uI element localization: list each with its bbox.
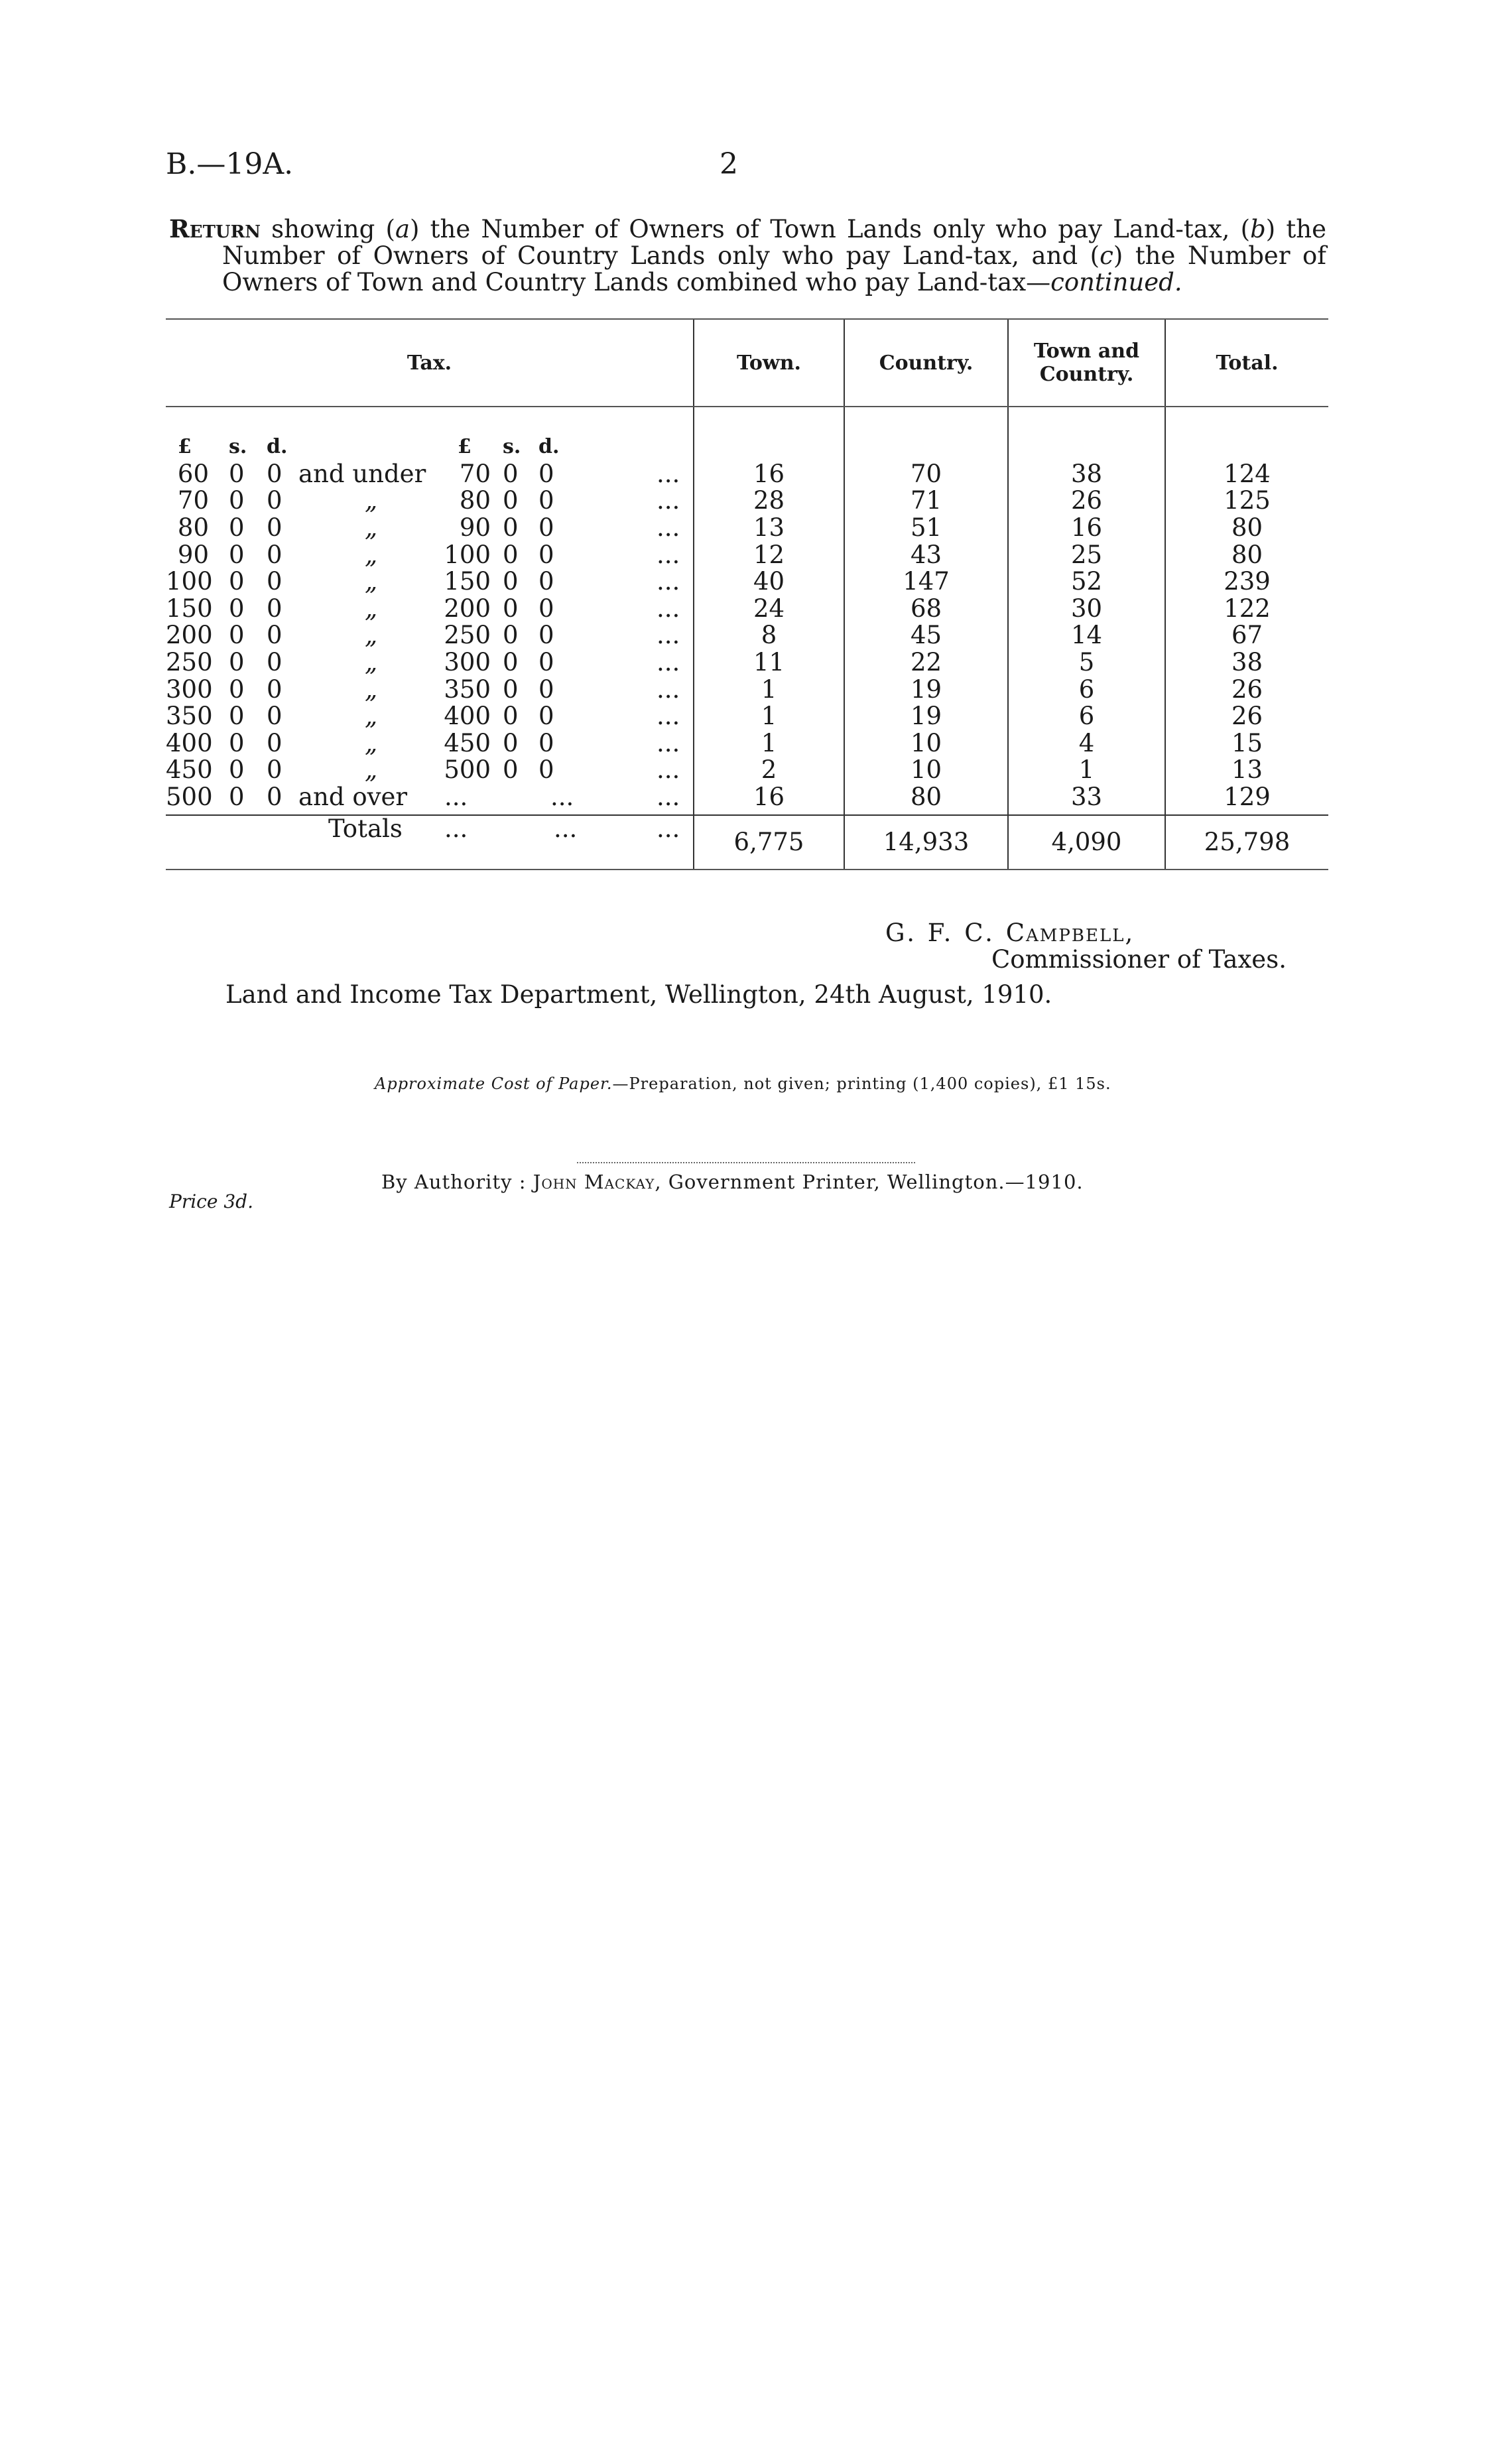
tax-d2: ... — [550, 783, 574, 812]
table-row — [166, 649, 1328, 677]
table-caption: Return showing (a) the Number of Owners of Town Lands only who pay Land-tax, (b) the Number of Owners of Country Lands only who pay Land-tax, and (c) the Number of Owners of Town and Country Lands combined who pay Land-tax—continued. — [169, 214, 1327, 296]
cell-both: 6 — [1008, 703, 1165, 730]
cell-country: 70 — [844, 461, 1008, 488]
cell-total: 125 — [1165, 487, 1328, 515]
tax-s: 0 — [229, 648, 245, 677]
reference-suffix: A — [263, 147, 284, 181]
tax-rel: „ — [365, 728, 378, 757]
caption-continued: continued. — [1050, 268, 1182, 296]
cell-both: 25 — [1008, 541, 1165, 568]
cell-total: 38 — [1165, 649, 1328, 677]
cell-town: 16 — [694, 784, 844, 816]
tax-dots: ... — [657, 567, 680, 596]
caption-lead: Return — [169, 214, 261, 243]
total-both: 4,090 — [1008, 815, 1165, 870]
cost-of-paper: Approximate Cost of Paper.—Preparation, not given; printing (1,400 copies), £1 15s. — [375, 1074, 1111, 1093]
tax-d: 0 — [267, 755, 283, 785]
table-row — [166, 487, 1328, 515]
cell-total: 122 — [1165, 596, 1328, 623]
tax-d: 0 — [267, 459, 283, 488]
department-line: Land and Income Tax Department, Wellington, 24th August, 1910. — [225, 980, 1052, 1009]
tax-s: 0 — [229, 459, 245, 488]
tax-dots: ... — [657, 540, 680, 569]
header-country: Country. — [844, 319, 1008, 407]
tax-d2: 0 — [538, 513, 554, 543]
tax-range-cell — [166, 757, 694, 784]
table-row — [166, 596, 1328, 623]
tax-to: 150 — [444, 567, 491, 596]
tax-range-cell — [166, 622, 694, 649]
tax-s: 0 — [229, 567, 245, 596]
cell-country: 147 — [844, 568, 1008, 596]
tax-d: 0 — [267, 540, 283, 569]
tax-s2: 0 — [503, 648, 519, 677]
cell-town: 2 — [694, 757, 844, 784]
tax-d: 0 — [267, 702, 283, 731]
tax-range-cell — [166, 649, 694, 677]
cell-both: 5 — [1008, 649, 1165, 677]
tax-from: 450 — [166, 755, 213, 785]
tax-range-cell — [166, 568, 694, 596]
tax-dots: ... — [657, 783, 680, 812]
cell-total: 129 — [1165, 784, 1328, 816]
tax-range-cell — [166, 541, 694, 568]
tax-rel: „ — [365, 540, 378, 569]
tax-d: 0 — [267, 486, 283, 515]
totals-label-cell — [166, 815, 694, 870]
cell-total: 239 — [1165, 568, 1328, 596]
tax-from: 500 — [166, 783, 213, 812]
page-number: 2 — [720, 147, 738, 181]
cell-country: 80 — [844, 784, 1008, 816]
tax-d: 0 — [267, 567, 283, 596]
tax-rel: „ — [365, 675, 378, 704]
cell-town: 11 — [694, 649, 844, 677]
tax-from: 80 — [177, 513, 209, 543]
tax-s2: 0 — [503, 621, 519, 650]
tax-s2: 0 — [503, 702, 519, 731]
cell-total: 13 — [1165, 757, 1328, 784]
cell-both: 4 — [1008, 730, 1165, 757]
tax-from: 60 — [177, 459, 209, 488]
cell-country: 22 — [844, 649, 1008, 677]
tax-s2: 0 — [503, 567, 519, 596]
tax-rel: and over — [298, 783, 408, 812]
tax-to: 350 — [444, 675, 491, 704]
cell-town: 40 — [694, 568, 844, 596]
tax-s: 0 — [229, 540, 245, 569]
table-row — [166, 622, 1328, 649]
totals-row — [166, 815, 1328, 870]
table-row — [166, 515, 1328, 542]
tax-d2: 0 — [538, 702, 554, 731]
totals-dots2: ... — [554, 814, 578, 844]
tax-to: 250 — [444, 621, 491, 650]
tax-range-cell — [166, 596, 694, 623]
divider-rule — [577, 1162, 915, 1163]
tax-s2: 0 — [503, 755, 519, 785]
tax-s: 0 — [229, 675, 245, 704]
tax-s: 0 — [229, 621, 245, 650]
tax-to: 500 — [444, 755, 491, 785]
tax-dots: ... — [657, 648, 680, 677]
table-row — [166, 568, 1328, 596]
tax-from: 250 — [166, 648, 213, 677]
cell-country: 51 — [844, 515, 1008, 542]
tax-rel: „ — [365, 513, 378, 543]
tax-from: 350 — [166, 702, 213, 731]
tax-d2: 0 — [538, 621, 554, 650]
tax-dots: ... — [657, 594, 680, 623]
cell-country: 10 — [844, 757, 1008, 784]
tax-rel: „ — [365, 567, 378, 596]
cell-country: 71 — [844, 487, 1008, 515]
tax-rel: „ — [365, 486, 378, 515]
cell-country: 43 — [844, 541, 1008, 568]
table-row — [166, 730, 1328, 757]
tax-s: 0 — [229, 783, 245, 812]
signatory-name: G. F. C. Campbell, — [885, 919, 1135, 947]
cell-both: 33 — [1008, 784, 1165, 816]
total-total: 25,798 — [1165, 815, 1328, 870]
cell-both: 52 — [1008, 568, 1165, 596]
tax-s: 0 — [229, 728, 245, 757]
tax-range-cell — [166, 487, 694, 515]
tax-range-cell — [166, 730, 694, 757]
tax-from: 150 — [166, 594, 213, 623]
cell-total: 26 — [1165, 703, 1328, 730]
tax-s2: 0 — [503, 675, 519, 704]
tax-dots: ... — [657, 702, 680, 731]
table-row — [166, 757, 1328, 784]
header-town: Town. — [694, 319, 844, 407]
tax-to: 90 — [459, 513, 491, 543]
totals-label: Totals — [328, 814, 403, 844]
tax-to: 100 — [444, 540, 491, 569]
cell-country: 19 — [844, 703, 1008, 730]
tax-rel: „ — [365, 702, 378, 731]
tax-d: 0 — [267, 783, 283, 812]
tax-from: 200 — [166, 621, 213, 650]
cell-both: 1 — [1008, 757, 1165, 784]
cell-town: 8 — [694, 622, 844, 649]
tax-rel: „ — [365, 755, 378, 785]
cell-both: 26 — [1008, 487, 1165, 515]
cell-town: 13 — [694, 515, 844, 542]
tax-dots: ... — [657, 513, 680, 543]
tax-s: 0 — [229, 486, 245, 515]
cell-total: 26 — [1165, 676, 1328, 703]
cell-country: 10 — [844, 730, 1008, 757]
price-label: Price 3d. — [169, 1191, 253, 1212]
units-row: £ s. d. £ s. d. — [166, 434, 1328, 461]
tax-to: ... — [444, 783, 468, 812]
table-row — [166, 541, 1328, 568]
totals-dots3: ... — [657, 814, 680, 844]
cell-country: 68 — [844, 596, 1008, 623]
tax-s: 0 — [229, 513, 245, 543]
tax-s: 0 — [229, 755, 245, 785]
cell-town: 28 — [694, 487, 844, 515]
tax-to: 450 — [444, 728, 491, 757]
tax-range-cell — [166, 515, 694, 542]
tax-to: 300 — [444, 648, 491, 677]
cell-total: 80 — [1165, 515, 1328, 542]
tax-d: 0 — [267, 621, 283, 650]
tax-from: 400 — [166, 728, 213, 757]
signatory-title: Commissioner of Taxes. — [991, 945, 1287, 974]
total-town: 6,775 — [694, 815, 844, 870]
tax-dots: ... — [657, 459, 680, 488]
tax-rel: and under — [298, 459, 426, 488]
tax-d2: 0 — [538, 594, 554, 623]
tax-d: 0 — [267, 594, 283, 623]
tax-s2: 0 — [503, 594, 519, 623]
cell-town: 1 — [694, 676, 844, 703]
tax-dots: ... — [657, 755, 680, 785]
tax-d: 0 — [267, 513, 283, 543]
cell-total: 67 — [1165, 622, 1328, 649]
tax-from: 300 — [166, 675, 213, 704]
tax-d2: 0 — [538, 567, 554, 596]
header-town-and-country: Town and Country. — [1008, 319, 1165, 407]
total-country: 14,933 — [844, 815, 1008, 870]
tax-dots: ... — [657, 486, 680, 515]
tax-to: 70 — [459, 459, 491, 488]
tax-d2: 0 — [538, 728, 554, 757]
tax-s2: 0 — [503, 459, 519, 488]
cell-both: 16 — [1008, 515, 1165, 542]
tax-s2: 0 — [503, 513, 519, 543]
cell-both: 14 — [1008, 622, 1165, 649]
tax-s: 0 — [229, 594, 245, 623]
cell-total: 80 — [1165, 541, 1328, 568]
table-row — [166, 784, 1328, 816]
cell-town: 12 — [694, 541, 844, 568]
cell-town: 24 — [694, 596, 844, 623]
tax-d2: 0 — [538, 540, 554, 569]
tax-s2: 0 — [503, 540, 519, 569]
cell-total: 15 — [1165, 730, 1328, 757]
tax-range-cell — [166, 703, 694, 730]
totals-dots1: ... — [444, 814, 468, 844]
header-total: Total. — [1165, 319, 1328, 407]
tax-dots: ... — [657, 728, 680, 757]
tax-d: 0 — [267, 675, 283, 704]
tax-s2: 0 — [503, 486, 519, 515]
tax-to: 400 — [444, 702, 491, 731]
table-row — [166, 461, 1328, 488]
tax-rel: „ — [365, 648, 378, 677]
document-reference: B.—19A. — [166, 147, 294, 181]
tax-d2: 0 — [538, 648, 554, 677]
tax-d2: 0 — [538, 755, 554, 785]
tax-s2: 0 — [503, 728, 519, 757]
tax-to: 200 — [444, 594, 491, 623]
tax-d2: 0 — [538, 486, 554, 515]
tax-rel: „ — [365, 594, 378, 623]
tax-from: 90 — [177, 540, 209, 569]
tax-dots: ... — [657, 675, 680, 704]
tax-s: 0 — [229, 702, 245, 731]
tax-to: 80 — [459, 486, 491, 515]
tax-d: 0 — [267, 648, 283, 677]
cell-country: 45 — [844, 622, 1008, 649]
table-row — [166, 703, 1328, 730]
tax-range-cell — [166, 784, 694, 816]
cell-both: 30 — [1008, 596, 1165, 623]
printer-authority: By Authority : John Mackay, Government Printer, Wellington.—1910. — [381, 1171, 1084, 1193]
tax-from: 70 — [177, 486, 209, 515]
cell-town: 1 — [694, 730, 844, 757]
tax-d2: 0 — [538, 675, 554, 704]
cell-town: 1 — [694, 703, 844, 730]
tax-from: 100 — [166, 567, 213, 596]
cell-both: 38 — [1008, 461, 1165, 488]
tax-range-cell — [166, 676, 694, 703]
cell-total: 124 — [1165, 461, 1328, 488]
tax-d2: 0 — [538, 459, 554, 488]
table-header-row — [166, 319, 1328, 407]
tax-d: 0 — [267, 728, 283, 757]
cell-both: 6 — [1008, 676, 1165, 703]
header-tax: Tax. — [166, 319, 694, 407]
tax-dots: ... — [657, 621, 680, 650]
cell-country: 19 — [844, 676, 1008, 703]
table-row — [166, 676, 1328, 703]
cell-town: 16 — [694, 461, 844, 488]
tax-rel: „ — [365, 621, 378, 650]
tax-range-cell — [166, 461, 694, 488]
land-tax-table — [166, 318, 1328, 870]
